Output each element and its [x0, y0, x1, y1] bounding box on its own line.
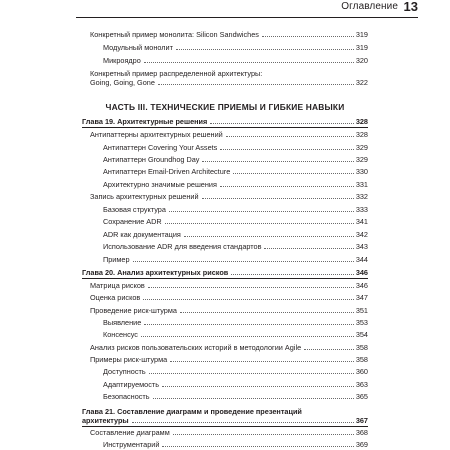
dot-leader: [262, 36, 354, 37]
toc-entry-page: 328: [355, 130, 368, 139]
dot-leader: [149, 373, 354, 374]
running-header-title: Оглавление: [341, 1, 398, 12]
chapter-title: Глава 19. Архитектурные решения: [82, 117, 208, 126]
toc-entry-title: Проведение риск-штурма: [90, 306, 177, 315]
dot-leader: [144, 62, 354, 63]
toc-entry-page: 331: [355, 180, 368, 189]
toc-entry-title: Выявление: [103, 318, 142, 327]
chapter-rule: [82, 127, 368, 128]
toc-entry: [90, 293, 368, 302]
toc-entry: [103, 167, 368, 176]
dot-leader: [158, 84, 354, 85]
toc-entry-page: 363: [355, 380, 368, 389]
toc-entry-page: 341: [355, 217, 368, 226]
dot-leader: [264, 248, 353, 249]
toc-entry-title: Базовая структура: [103, 205, 166, 214]
toc-entry-title: Антипаттерны архитектурных решений: [90, 130, 223, 139]
dot-leader: [144, 324, 354, 325]
toc-entry: [90, 306, 368, 315]
part-heading: ЧАСТЬ III. ТЕХНИЧЕСКИЕ ПРИЕМЫ И ГИБКИЕ НАВЫКИ: [105, 102, 345, 112]
toc-entry-title: Инструментарий: [103, 440, 160, 449]
toc-entry-page: 365: [355, 392, 368, 401]
dot-leader: [153, 398, 354, 399]
toc-entry-title: Примеры риск-штурма: [90, 355, 168, 364]
toc-entry-page: 360: [355, 367, 368, 376]
toc-entry-page: 329: [355, 155, 368, 164]
dot-leader: [170, 361, 354, 362]
toc-entry-title: Доступность: [103, 367, 146, 376]
dot-leader: [173, 434, 354, 435]
toc-entry-title: Архитектурно значимые решения: [103, 180, 217, 189]
toc-entry-page: 354: [355, 330, 368, 339]
toc-entry-title: Безопасность: [103, 392, 150, 401]
toc-entry-title: Составление диаграмм: [90, 428, 170, 437]
chapter-page: 328: [355, 117, 368, 126]
toc-entry: [90, 78, 368, 87]
toc-entry: [90, 428, 368, 437]
toc-entry: [90, 281, 368, 290]
toc-entry-title-line2: Going, Going, Gone: [90, 78, 155, 87]
toc-entry: [103, 217, 368, 226]
chapter-entry: [82, 416, 368, 425]
toc-entry-page: 329: [355, 143, 368, 152]
toc-entry-page: 346: [355, 281, 368, 290]
toc-entry-page: 332: [355, 192, 368, 201]
toc-entry: [90, 355, 368, 364]
toc-entry-page: 368: [355, 428, 368, 437]
toc-entry: [103, 230, 368, 239]
dot-leader: [133, 261, 354, 262]
toc-entry-title: Анализ рисков пользовательских историй в методологии Agile: [90, 343, 302, 352]
dot-leader: [180, 312, 354, 313]
toc-entry-page: 358: [355, 343, 368, 352]
toc-entry: [103, 318, 368, 327]
dot-leader: [162, 446, 353, 447]
toc-entry-title: Антипаттерн Groundhog Day: [103, 155, 200, 164]
chapter-page: 367: [355, 416, 368, 425]
toc-entry-title: Антипаттерн Email-Driven Architecture: [103, 167, 231, 176]
toc-entry-title-line1: Конкретный пример распределенной архитектуры:: [90, 69, 263, 78]
toc-entry: [90, 30, 368, 39]
toc-entry-page: 342: [355, 230, 368, 239]
toc-entry: [103, 330, 368, 339]
toc-entry-title: Пример: [103, 255, 130, 264]
toc-entry: [90, 130, 368, 139]
dot-leader: [202, 161, 353, 162]
toc-entry: [103, 180, 368, 189]
toc-entry-title: Микроядро: [103, 56, 141, 65]
toc-entry-page: 319: [355, 43, 368, 52]
toc-entry: [103, 392, 368, 401]
toc-entry: [103, 155, 368, 164]
toc-entry-page: 322: [355, 78, 368, 87]
dot-leader: [304, 349, 354, 350]
toc-entry: [103, 205, 368, 214]
chapter-title-line2: архитектуры: [82, 416, 129, 425]
toc-entry-page: 358: [355, 355, 368, 364]
toc-entry-page: 344: [355, 255, 368, 264]
chapter-rule: [82, 426, 368, 427]
chapter-entry: [82, 117, 368, 126]
toc-entry-page: 330: [355, 167, 368, 176]
dot-leader: [220, 149, 354, 150]
dot-leader: [233, 173, 354, 174]
dot-leader: [226, 136, 354, 137]
toc-entry: [103, 255, 368, 264]
toc-entry-title: Модульный монолит: [103, 43, 173, 52]
dot-leader: [231, 274, 354, 275]
toc-entry: [90, 192, 368, 201]
toc-entry-page: 333: [355, 205, 368, 214]
dot-leader: [210, 123, 354, 124]
toc-entry-title: Запись архитектурных решений: [90, 192, 199, 201]
toc-entry-title: Матрица рисков: [90, 281, 145, 290]
toc-entry: [103, 367, 368, 376]
dot-leader: [132, 422, 354, 423]
toc-entry: [90, 343, 368, 352]
toc-entry-title: Сохранение ADR: [103, 217, 162, 226]
dot-leader: [143, 299, 354, 300]
chapter-rule: [82, 278, 368, 279]
dot-leader: [141, 336, 354, 337]
dot-leader: [202, 198, 354, 199]
toc-entry: [103, 380, 368, 389]
toc-entry: [103, 242, 368, 251]
dot-leader: [184, 236, 354, 237]
dot-leader: [162, 386, 354, 387]
toc-entry: [103, 143, 368, 152]
chapter-page: 346: [355, 268, 368, 277]
dot-leader: [165, 223, 354, 224]
toc-entry-page: 369: [355, 440, 368, 449]
toc-entry-page: 347: [355, 293, 368, 302]
dot-leader: [169, 211, 354, 212]
dot-leader: [176, 49, 354, 50]
chapter-title: Глава 20. Анализ архитектурных рисков: [82, 268, 229, 277]
toc-entry-title: Оценка рисков: [90, 293, 141, 302]
page-number: 13: [403, 0, 418, 14]
chapter-title-line1: Глава 21. Составление диаграмм и проведение презентаций: [82, 407, 302, 416]
toc-entry-title: Консенсус: [103, 330, 138, 339]
toc-entry-title: Антипаттерн Covering Your Assets: [103, 143, 218, 152]
toc-entry-title: Адаптируемость: [103, 380, 160, 389]
toc-entry-title: ADR как документация: [103, 230, 181, 239]
toc-entry-page: 320: [355, 56, 368, 65]
dot-leader: [220, 186, 354, 187]
toc-entry-page: 353: [355, 318, 368, 327]
toc-entry: [103, 56, 368, 65]
toc-entry-page: 343: [355, 242, 368, 251]
dot-leader: [148, 287, 354, 288]
toc-entry-page: 351: [355, 306, 368, 315]
toc-entry-title: Использование ADR для введения стандартов: [103, 242, 262, 251]
toc-entry-title: Конкретный пример монолита: Silicon Sandwiches: [90, 30, 259, 39]
toc-entry: [103, 43, 368, 52]
toc-entry: [103, 440, 368, 449]
chapter-entry: [82, 268, 368, 277]
toc-entry-page: 319: [355, 30, 368, 39]
